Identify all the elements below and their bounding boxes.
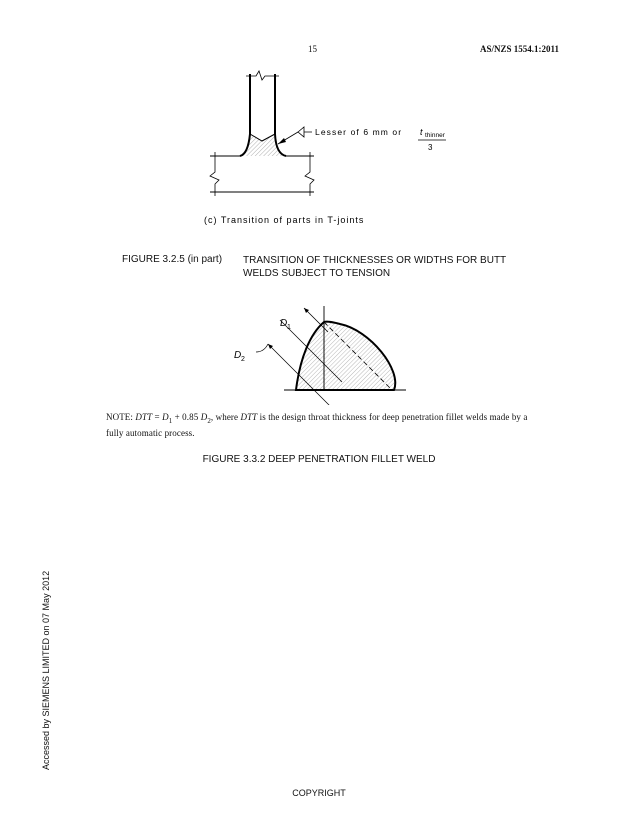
weld-profile [296,322,395,390]
note-prefix: NOTE: [106,412,133,422]
d2-label: D [234,350,242,361]
standard-reference: AS/NZS 1554.1:2011 [480,44,560,54]
annotation-t: t [420,127,423,137]
deep-penetration-fillet-weld-diagram [222,300,412,405]
d2-leader [256,344,268,352]
figure-3-2-5-label: FIGURE 3.2.5 (in part) [122,254,223,265]
weld-symbol [298,127,312,137]
figure-3-3-2-caption: FIGURE 3.3.2 DEEP PENETRATION FILLET WELD [202,454,436,465]
figure-note: NOTE: DTT = $D_1 + 0.85$ $D_2$, where DTT is the design throat thickness for deep penetration fillet welds made by a fully automatic process. [106,412,528,438]
annotation-denominator: 3 [428,143,433,152]
plate-right-break [305,152,314,196]
copyright-footer: COPYRIGHT [292,788,346,798]
d1-subscript: 1 [287,324,291,331]
figure-sub-caption: (c) Transition of parts in T-joints [204,215,365,225]
annotation-subscript: thinner [425,132,445,139]
d1-label: D [280,318,288,329]
figure-3-2-5-title: TRANSITION OF THICKNESSES OR WIDTHS FOR BUTT WELDS SUBJECT TO TENSION [243,255,506,279]
member-right-edge [275,74,286,156]
plate-left-break [210,152,219,196]
page-number: 15 [308,44,317,54]
d2-subscript: 2 [241,356,245,363]
t-joint-transition-diagram [190,68,460,228]
annotation-text: Lesser of 6 mm or [315,127,403,137]
note-body: is the design throat thickness for deep penetration fillet welds made by a fully automatic process. [106,412,528,438]
note-dtt: DTT [135,412,153,422]
access-margin-note: Accessed by SIEMENS LIMITED on 07 May 2012 [41,570,51,770]
member-left-edge [240,74,250,156]
